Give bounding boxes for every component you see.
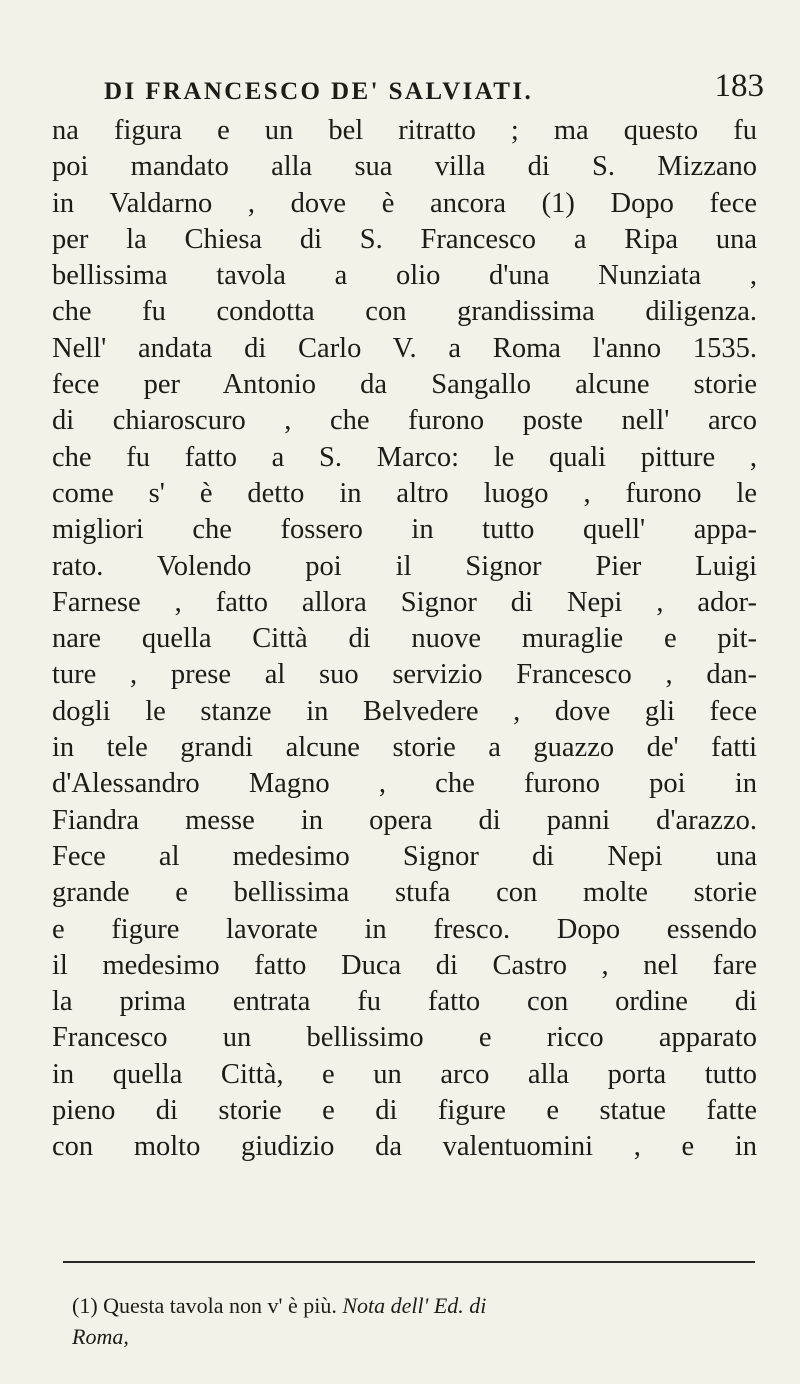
footnote-divider [63, 1261, 755, 1263]
footnote-text: (1) Questa tavola non v' è più. [72, 1293, 337, 1318]
text-line: rato. Volendo poi il Signor Pier Luigi [52, 550, 757, 582]
text-line: nare quella Città di nuove muraglie e pit- [52, 623, 757, 655]
text-line: per la Chiesa di S. Francesco a Ripa una [52, 223, 757, 255]
footnote-attribution: Nota dell' Ed. di [342, 1293, 487, 1318]
text-line: che fu fatto a S. Marco: le quali pitture , [52, 441, 757, 473]
text-line: dogli le stanze in Belvedere , dove gli fece [52, 695, 757, 727]
text-line: il medesimo fatto Duca di Castro , nel fare [52, 949, 757, 981]
text-line: grande e bellissima stufa con molte storie [52, 877, 757, 909]
text-line: Francesco un bellissimo e ricco apparato [52, 1022, 757, 1054]
footnote-attribution-cont: Roma, [72, 1324, 129, 1349]
running-title: DI FRANCESCO DE' SALVIATI. [104, 78, 534, 105]
text-line: che fu condotta con grandissima diligenza. [52, 296, 757, 328]
text-line: na figura e un bel ritratto ; ma questo fu [52, 115, 757, 146]
text-line: fece per Antonio da Sangallo alcune storie [52, 369, 757, 401]
text-line: la prima entrata fu fatto con ordine di [52, 986, 757, 1018]
text-line: migliori che fossero in tutto quell' appa- [52, 514, 757, 546]
text-line: in tele grandi alcune storie a guazzo de' fatti [52, 732, 757, 764]
text-line: ture , prese al suo servizio Francesco , dan- [52, 659, 757, 691]
text-line: bellissima tavola a olio d'una Nunziata , [52, 260, 757, 292]
text-line: in quella Città, e un arco alla porta tutto [52, 1058, 757, 1090]
text-line: Fiandra messe in opera di panni d'arazzo. [52, 804, 757, 836]
footnote-line [72, 1321, 762, 1352]
text-line: e figure lavorate in fresco. Dopo essendo [52, 913, 757, 945]
text-line: di chiaroscuro , che furono poste nell' arco [52, 405, 757, 437]
body-text [52, 113, 757, 1166]
footnote-line [72, 1290, 762, 1321]
text-line: in Valdarno , dove è ancora (1) Dopo fece [52, 187, 757, 219]
running-head [104, 64, 764, 104]
text-line: con molto giudizio da valentuomini , e in [52, 1131, 757, 1163]
text-line: Nell' andata di Carlo V. a Roma l'anno 1535. [52, 332, 757, 364]
footnote [72, 1290, 762, 1352]
text-line: poi mandato alla sua villa di S. Mizzano [52, 151, 757, 183]
text-line: d'Alessandro Magno , che furono poi in [52, 768, 757, 800]
text-line: Farnese , fatto allora Signor di Nepi , ador- [52, 586, 757, 618]
text-line: come s' è detto in altro luogo , furono le [52, 477, 757, 509]
text-line: Fece al medesimo Signor di Nepi una [52, 840, 757, 872]
page-number: 183 [714, 68, 764, 104]
text-line: pieno di storie e di figure e statue fatte [52, 1095, 757, 1127]
